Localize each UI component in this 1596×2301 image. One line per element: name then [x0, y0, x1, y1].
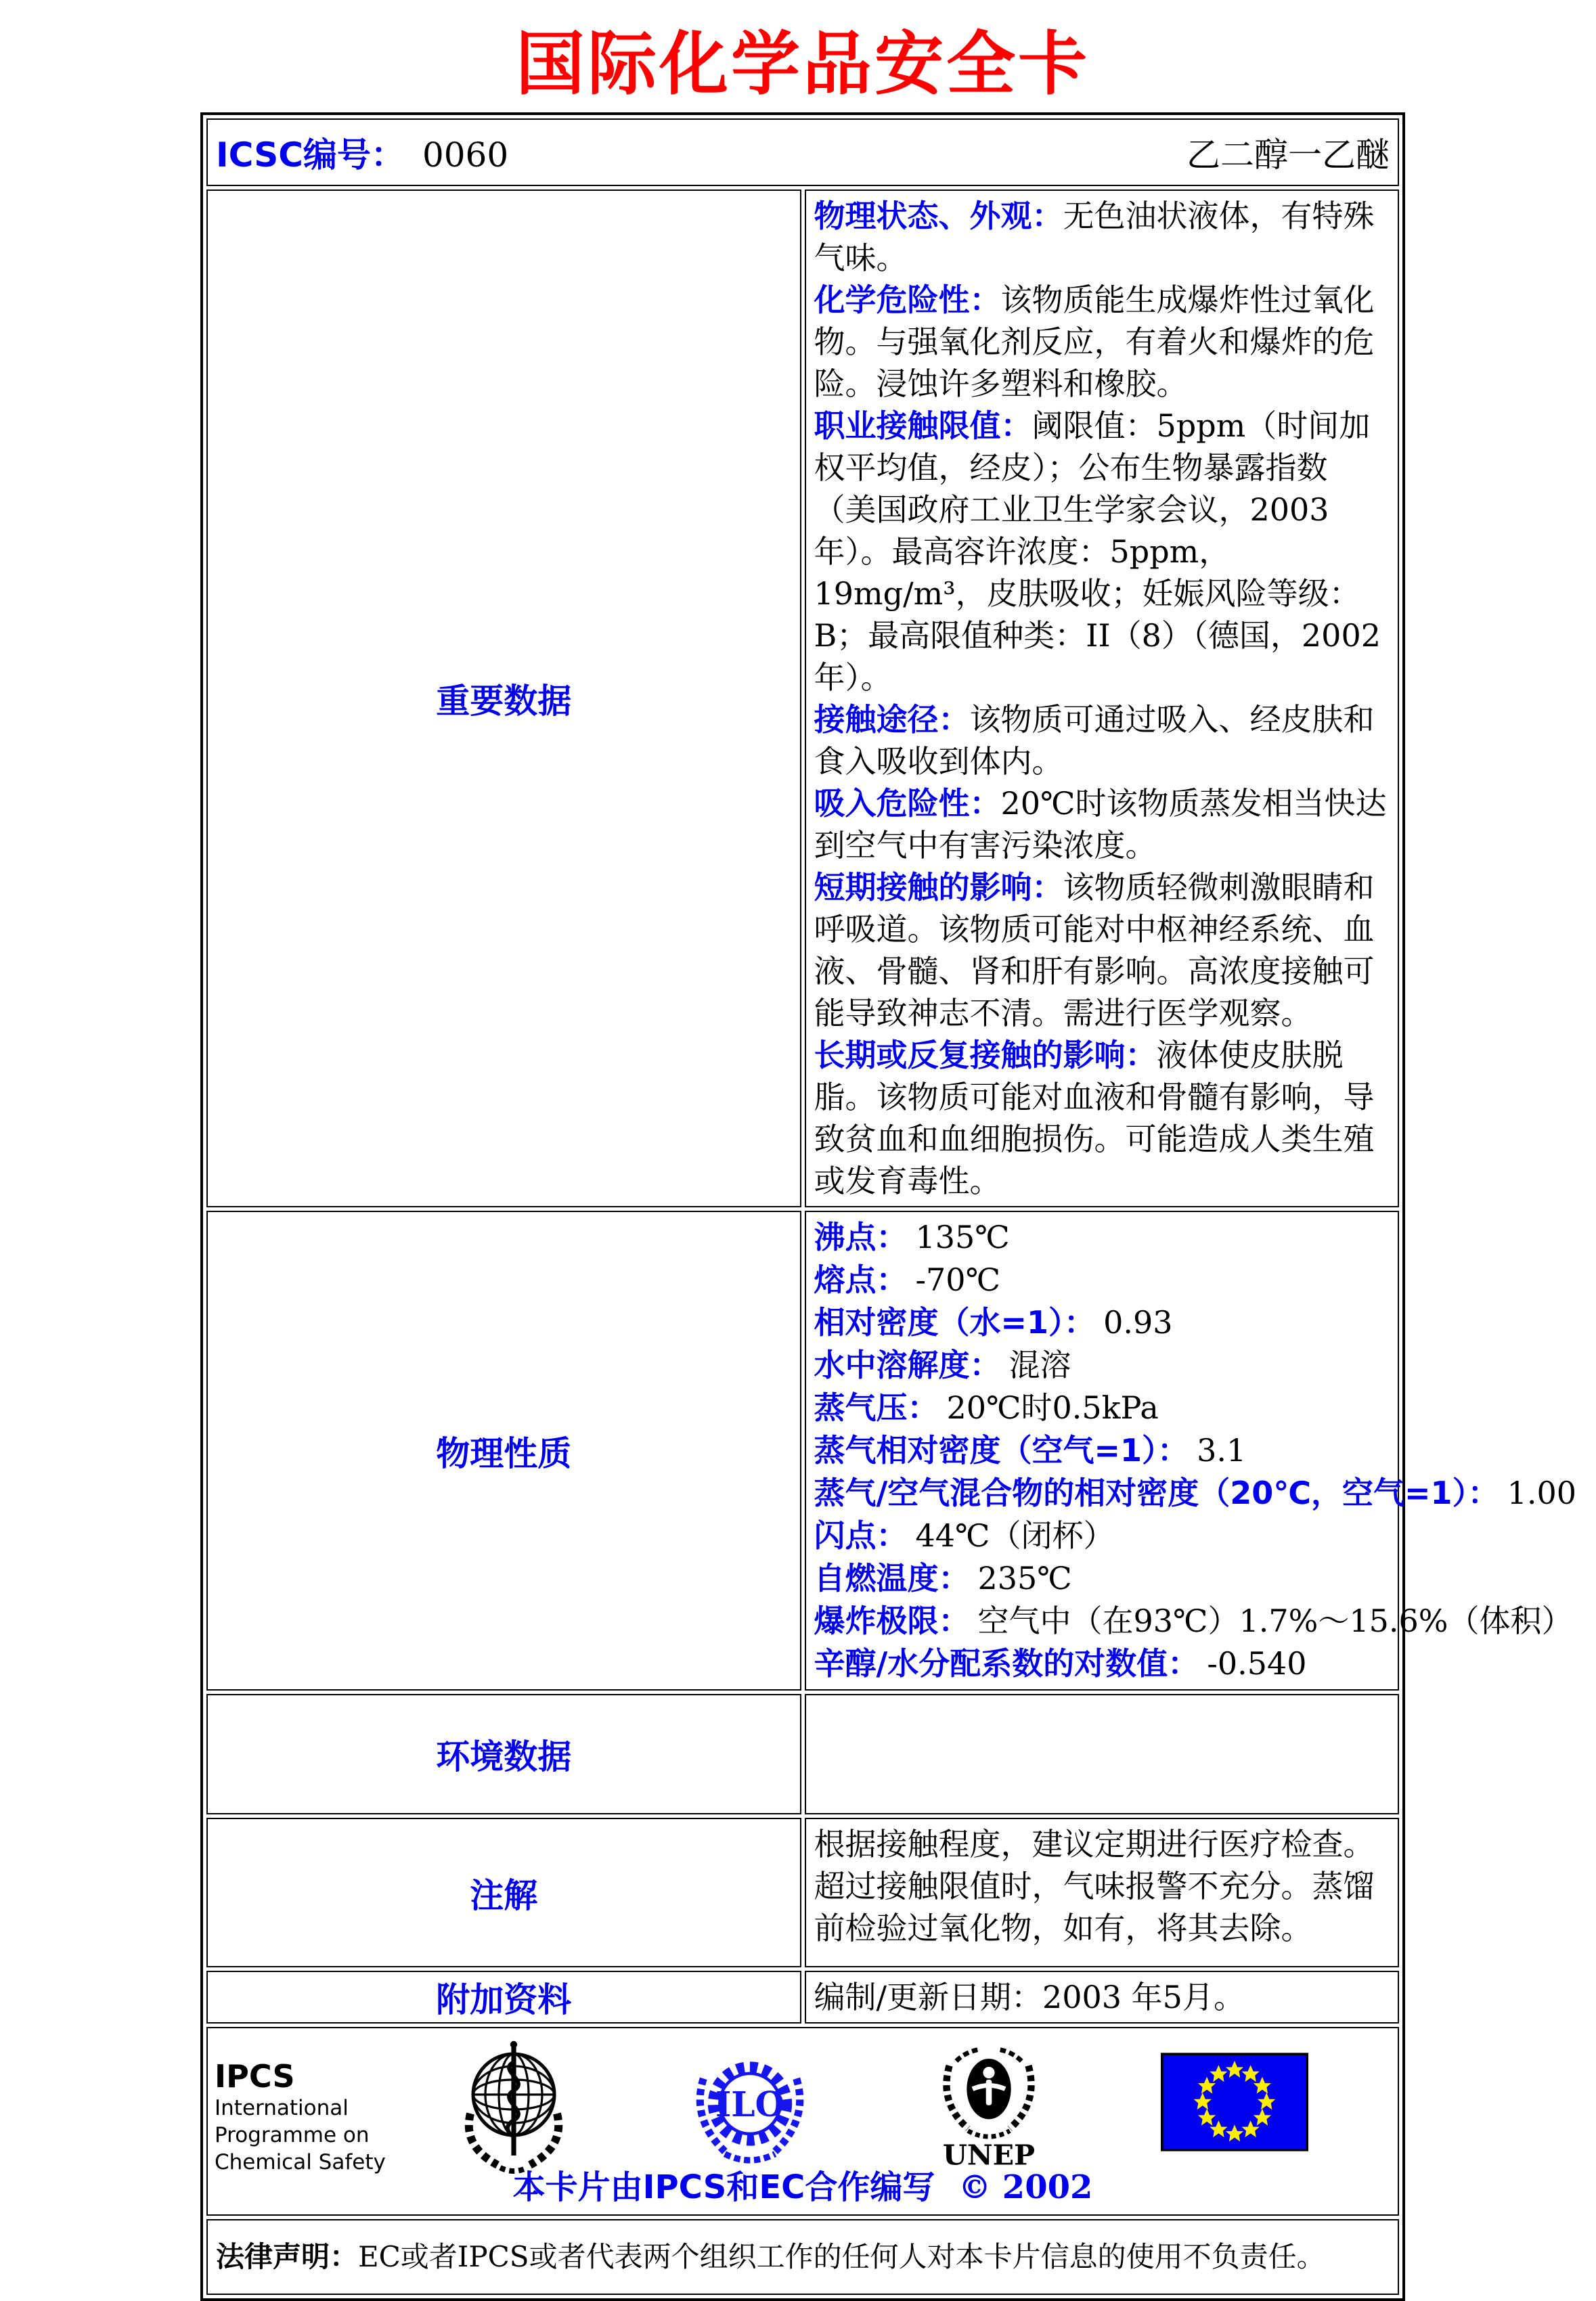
legal-row	[206, 2219, 1399, 2295]
unep-letters: UNEP	[942, 2138, 1036, 2170]
credit-line	[208, 2161, 1398, 2208]
physical-properties-row	[206, 1211, 1399, 1691]
additional-info-label: 附加资料	[206, 1971, 801, 2024]
legal-label: 法律声明：	[216, 2240, 359, 2273]
environmental-data-label: 环境数据	[206, 1694, 801, 1814]
ipcs-line-3: Chemical Safety	[215, 2150, 386, 2174]
ipcs-line-2: Programme on	[215, 2123, 370, 2147]
header-cell	[206, 118, 1399, 186]
physical-properties-content	[805, 1211, 1576, 1691]
paragraph-exposure-routes: 接触途径：该物质可通过吸入、经皮肤和食入吸收到体内。	[814, 701, 1375, 780]
credit-text: 本卡片由IPCS和EC合作编写	[512, 2168, 935, 2206]
property-vapor-pressure: 蒸气压： 20℃时0.5kPa	[814, 1389, 1159, 1426]
property-flash-point: 闪点： 44℃（闭杯）	[814, 1517, 1115, 1554]
legal-text: EC或者IPCS或者代表两个组织工作的任何人对本卡片信息的使用不负责任。	[358, 2240, 1325, 2273]
page-title: 国际化学品安全卡	[516, 24, 1090, 105]
notes-content	[805, 1818, 1400, 1967]
paragraph-short-term-effects: 短期接触的影响：该物质轻微刺激眼睛和呼吸道。该物质可能对中枢神经系统、血液、骨髓、肾和肝有影响。高浓度接触可能导致神志不清。需进行医学观察。	[814, 869, 1375, 1031]
property-water-solubility: 水中溶解度： 混溶	[814, 1347, 1071, 1383]
ilo-logo-icon	[687, 2046, 813, 2169]
icsc-number-group	[216, 128, 508, 177]
ipcs-acronym: IPCS	[215, 2058, 295, 2095]
paragraph-long-term-effects: 长期或反复接触的影响：液体使皮肤脱脂。该物质可能对血液和骨髓有影响，导致贫血和血细胞损伤。可能造成人类生殖或发育毒性。	[814, 1037, 1375, 1199]
property-relative-density: 相对密度（水=1）： 0.93	[814, 1304, 1173, 1341]
important-data-content	[805, 189, 1400, 1207]
notes-label: 注解	[206, 1818, 801, 1967]
icsc-card-table	[200, 112, 1576, 2301]
header-row	[206, 118, 1399, 186]
logos-row	[206, 2027, 1399, 2216]
paragraph-occupational-limits: 职业接触限值：阈限值：5ppm（时间加权平均值，经皮）；公布生物暴露指数（美国政府工业卫生学家会议，2003年）。最高容许浓度：5ppm，19mg/m³，皮肤吸收；妊娠风险等级：B；最高限值种类：II（8）（德国，2002年）。	[814, 407, 1381, 696]
icsc-number-label: ICSC编号：	[216, 135, 405, 175]
ipcs-line-1: International	[215, 2096, 349, 2120]
unep-logo-icon	[931, 2038, 1047, 2170]
substance-name: 乙二醇一乙醚	[1187, 135, 1390, 175]
ipcs-text-block	[215, 2058, 386, 2176]
environmental-data-row	[206, 1694, 1399, 1814]
property-vapor-density: 蒸气相对密度（空气=1）： 3.1	[814, 1432, 1247, 1469]
notes-text: 根据接触程度，建议定期进行医疗检查。超过接触限值时，气味报警不充分。蒸馏前检验过氧化物，如有，将其去除。	[814, 1826, 1375, 1946]
paragraph-physical-state: 物理状态、外观：无色油状液体，有特殊气味。	[814, 198, 1375, 276]
additional-info-content	[805, 1971, 1400, 2024]
physical-properties-label: 物理性质	[206, 1211, 801, 1691]
property-melting-point: 熔点： -70℃	[814, 1261, 1001, 1298]
property-autoignition-temperature: 自燃温度： 235℃	[814, 1560, 1072, 1596]
icsc-number-value: 0060	[422, 135, 509, 175]
who-logo-icon	[446, 2038, 581, 2181]
paragraph-chemical-danger: 化学危险性：该物质能生成爆炸性过氧化物。与强氧化剂反应，有着火和爆炸的危险。浸蚀许多塑料和橡胶。	[814, 282, 1375, 402]
important-data-row	[206, 189, 1399, 1207]
environmental-data-content	[805, 1694, 1400, 1814]
logos-cell	[206, 2027, 1399, 2216]
notes-row	[206, 1818, 1399, 1967]
property-explosive-limits: 爆炸极限： 空气中（在93℃）1.7%～15.6%（体积）	[814, 1603, 1573, 1639]
property-boiling-point: 沸点： 135℃	[814, 1219, 1010, 1255]
update-date-text: 编制/更新日期：2003 年5月。	[814, 1979, 1245, 2015]
property-vapor-air-mixture-density: 蒸气/空气混合物的相对密度（20℃，空气=1）： 1.00	[814, 1475, 1576, 1511]
additional-info-row	[206, 1971, 1399, 2024]
ilo-letters: ILO	[715, 2084, 785, 2124]
eu-flag-icon	[1161, 2053, 1308, 2151]
copyright-text: © 2002	[958, 2168, 1093, 2206]
legal-cell	[206, 2219, 1399, 2295]
important-data-label: 重要数据	[206, 189, 801, 1207]
paragraph-inhalation-risk: 吸入危险性：20℃时该物质蒸发相当快达到空气中有害污染浓度。	[814, 785, 1387, 864]
property-octanol-water-partition: 辛醇/水分配系数的对数值： -0.540	[814, 1645, 1307, 1682]
